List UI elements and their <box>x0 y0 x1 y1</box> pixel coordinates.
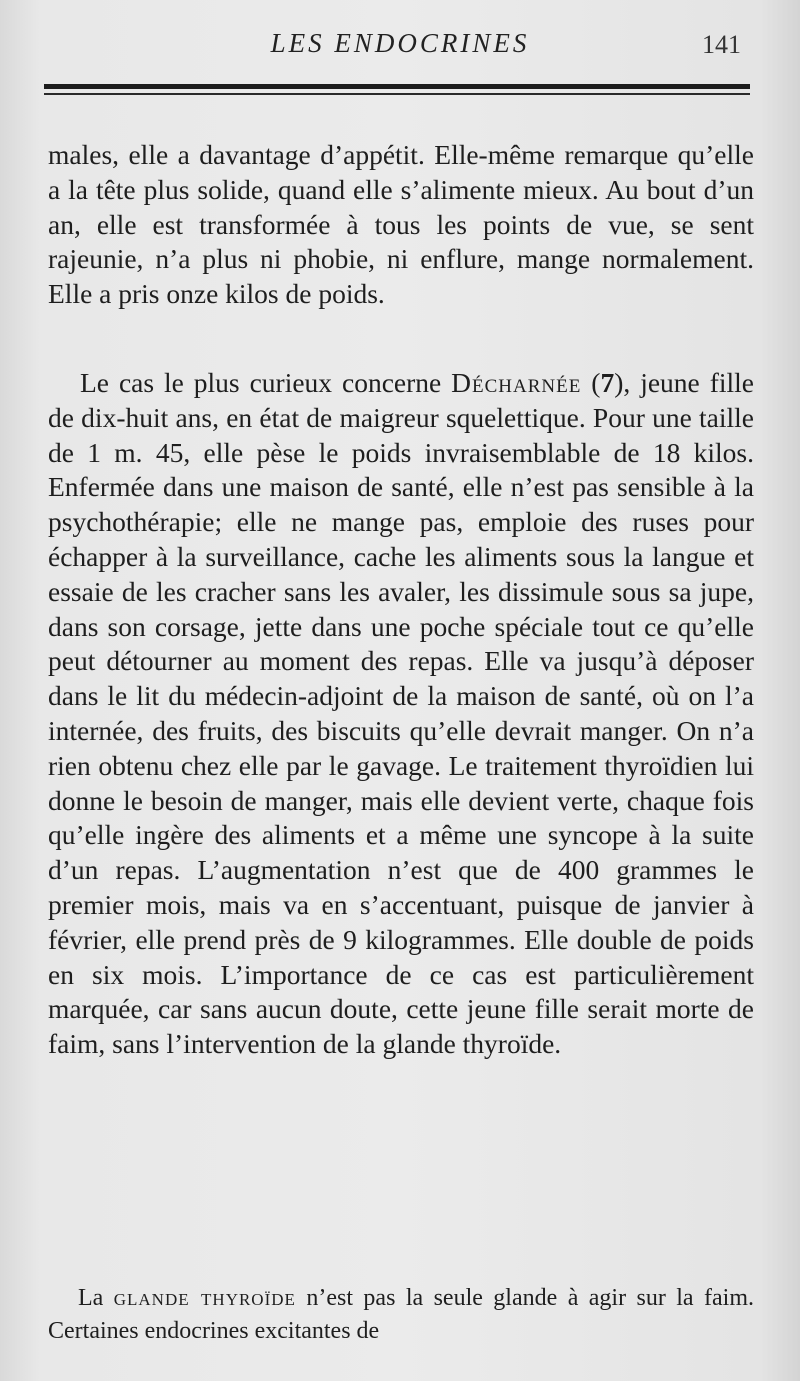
reference-open: ( <box>581 367 601 398</box>
reference-close: ), <box>614 367 631 398</box>
paragraph-3-lead: La <box>78 1285 114 1311</box>
page-number: 141 <box>702 30 741 59</box>
paragraph-2-text: jeune fille de dix-huit ans, en état de maigreur squelettique. Pour une taille de 1 m. 45, elle pèse le poids invraisemblable de 18 kilos. Enfermée dans une maison de santé, elle n’est pas sensible à la psychothérapie; elle ne mange pas, emploie des ruses pour échapper à la surveillance, cache les aliments sous la langue et essaie de les cracher sans les avaler, les dissimule sous sa jupe, dans son corsage, jette dans une poche spéciale tout ce qu’elle peut détourner au moment des repas. Elle va jusqu’à déposer dans le lit du médecin-adjoint de la maison de santé, où on l’a internée, des fruits, des biscuits qu’elle devrait manger. On n’a rien obtenu chez elle par le gavage. Le traitement thyroïdien lui donne le besoin de manger, mais elle devient verte, chaque fois qu’elle ingère des aliments et a même une syncope à la suite d’un repas. L’augmentation n’est que de 400 grammes le premier mois, mais va en s’accentuant, puisque de janvier à février, elle prend près de 9 kilogrammes. Elle double de poids en six mois. L’importance de ce cas est particulièrement marquée, car sans aucun doute, cette jeune fille serait morte de faim, sans l’intervention de la glande thyroïde. <box>48 367 754 1060</box>
paragraph-3-text: n’est pas la seule glande à agir sur la faim. Certaines endocrines excitantes de <box>48 1285 754 1344</box>
header-rule-thin <box>44 93 750 95</box>
gland-term: glande thyroïde <box>113 1285 296 1311</box>
patient-name: Décharnée <box>451 367 582 398</box>
paragraph-2-lead: Le cas le plus curieux concerne <box>80 367 452 398</box>
paragraph-2 <box>48 366 754 1062</box>
paragraph-3 <box>48 1282 754 1348</box>
header-rule-thick <box>44 84 750 89</box>
running-title: LES ENDOCRINES <box>270 28 530 58</box>
paragraph-1: males, elle a davantage d’appétit. Elle-même remarque qu’elle a la tête plus solide, quand elle s’alimente mieux. Au bout d’un an, elle est transformée à tous les points de vue, se sent rajeunie, n’a plus ni phobie, ni enflure, mange normalement. Elle a pris onze kilos de poids. <box>48 139 754 310</box>
reference-number: 7 <box>600 367 615 398</box>
